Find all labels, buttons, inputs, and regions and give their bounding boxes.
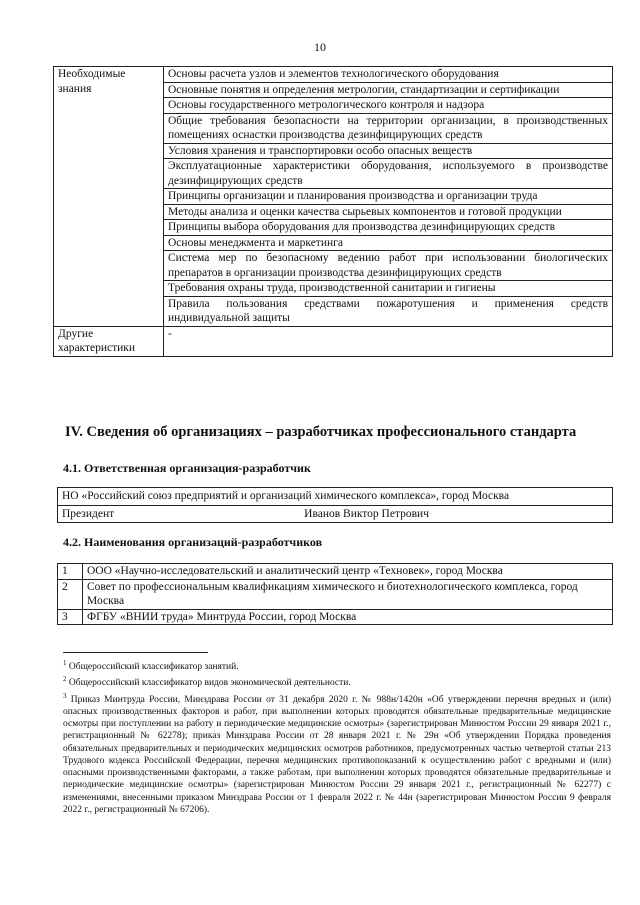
footnote-separator <box>63 652 208 653</box>
president-label: Президент <box>62 507 115 520</box>
other-characteristics-label: Другие характеристики <box>54 326 164 356</box>
footnote <box>63 673 611 689</box>
footnote-mark: 1 <box>63 659 67 667</box>
knowledge-item: Требования охраны труда, производственной санитарии и гигиены <box>164 281 613 297</box>
developer-number: 3 <box>58 609 83 625</box>
necessary-knowledge-label: Необходимые знания <box>54 67 164 327</box>
responsible-org-heading: 4.1. Ответственная организация-разработчик <box>63 461 311 475</box>
responsible-org-name: НО «Российский союз предприятий и организаций химического комплекса», город Москва <box>58 488 613 506</box>
footnotes <box>63 657 611 816</box>
footnote-text: Общероссийский классификатор видов экономической деятельности. <box>68 678 351 689</box>
knowledge-requirements-table <box>53 66 613 357</box>
table-row <box>54 67 613 83</box>
table-row <box>54 326 613 356</box>
knowledge-item: Основы государственного метрологического контроля и надзора <box>164 98 613 114</box>
developer-name: ФГБУ «ВНИИ труда» Минтруда России, город Москва <box>83 609 613 625</box>
other-characteristics-value: - <box>164 326 613 356</box>
footnote-mark: 2 <box>63 675 67 684</box>
knowledge-item: Принципы выбора оборудования для производства дезинфицирующих средств <box>164 220 613 236</box>
responsible-org-table <box>57 487 613 523</box>
knowledge-item: Основные понятия и определения метрологии, стандартизации и сертификации <box>164 82 613 98</box>
table-row <box>58 564 613 580</box>
developers-heading: 4.2. Наименования организаций-разработчиков <box>63 535 323 549</box>
page-number: 10 <box>314 40 326 54</box>
table-row <box>58 488 613 506</box>
footnote <box>63 657 611 673</box>
table-row <box>58 505 613 523</box>
footnote-text: Общероссийский классификатор занятий. <box>68 662 239 673</box>
knowledge-item: Основы расчета узлов и элементов технологического оборудования <box>164 67 613 83</box>
footnote <box>63 690 611 816</box>
knowledge-item: Общие требования безопасности на территории организации, в производственных помещениях оснастки производства дезинфицирующих средств <box>164 113 613 143</box>
knowledge-item: Правила пользования средствами пожаротушения и применения средств индивидуальной защиты <box>164 296 613 326</box>
footnote-text: Приказ Минтруда России, Минздрава России от 31 декабря 2020 г. № 988н/1420н «Об утверждении перечня вредных и (или) опасных производственных факторов и работ, при выполнении которых проводятся обязательные предварительные медицинские осмотры при поступлении на работу и периодические медицинские осмотры» (зарегистрирован Минюстом России 29 января 2021 г., регистрационный № 62278); приказ Минздрава России от 28 января 2021 г. № 29н «Об утверждении Порядка проведения обязательных предварительных и периодических медицинских осмотров работников, предусмотренных частью четвертой статьи 213 Трудового кодекса Российской Федерации, перечня медицинских противопоказаний к осуществлению работ с вредными и (или) опасными производственными факторами, а также работам, при выполнении которых проводятся обязательные предварительные и периодические медицинские осмотры» (зарегистрирован Минюстом России 29 января 2021 г., регистрационный № 62277) с изменениями, внесенными приказом Минздрава России от 1 февраля 2022 г. № 44н (зарегистрирован Минюстом России 9 февраля 2022 г., регистрационный № 67206). <box>63 694 612 815</box>
developers-table <box>57 563 613 625</box>
knowledge-item: Основы менеджмента и маркетинга <box>164 235 613 251</box>
knowledge-item: Эксплуатационные характеристики оборудования, используемого в производстве дезинфицирующих средств <box>164 159 613 189</box>
section-iv-title: IV. Сведения об организациях – разработчиках профессионального стандарта <box>65 424 577 440</box>
developer-name: Совет по профессиональным квалификациям химического и биотехнологического комплекса, город Москва <box>83 579 613 609</box>
knowledge-item: Методы анализа и оценки качества сырьевых компонентов и готовой продукции <box>164 204 613 220</box>
knowledge-item: Система мер по безопасному ведению работ при использовании биологических препаратов в организации производства дезинфицирующих средств <box>164 251 613 281</box>
president-name: Иванов Виктор Петрович <box>304 507 429 520</box>
footnote-mark: 3 <box>63 691 67 700</box>
developer-number: 2 <box>58 579 83 609</box>
knowledge-item: Принципы организации и планирования производства и организации труда <box>164 189 613 205</box>
knowledge-item: Условия хранения и транспортировки особо опасных веществ <box>164 143 613 159</box>
table-row <box>58 609 613 625</box>
developer-number: 1 <box>58 564 83 580</box>
table-row <box>58 579 613 609</box>
developer-name: ООО «Научно-исследовательский и аналитический центр «Техновек», город Москва <box>83 564 613 580</box>
president-row <box>58 505 613 523</box>
